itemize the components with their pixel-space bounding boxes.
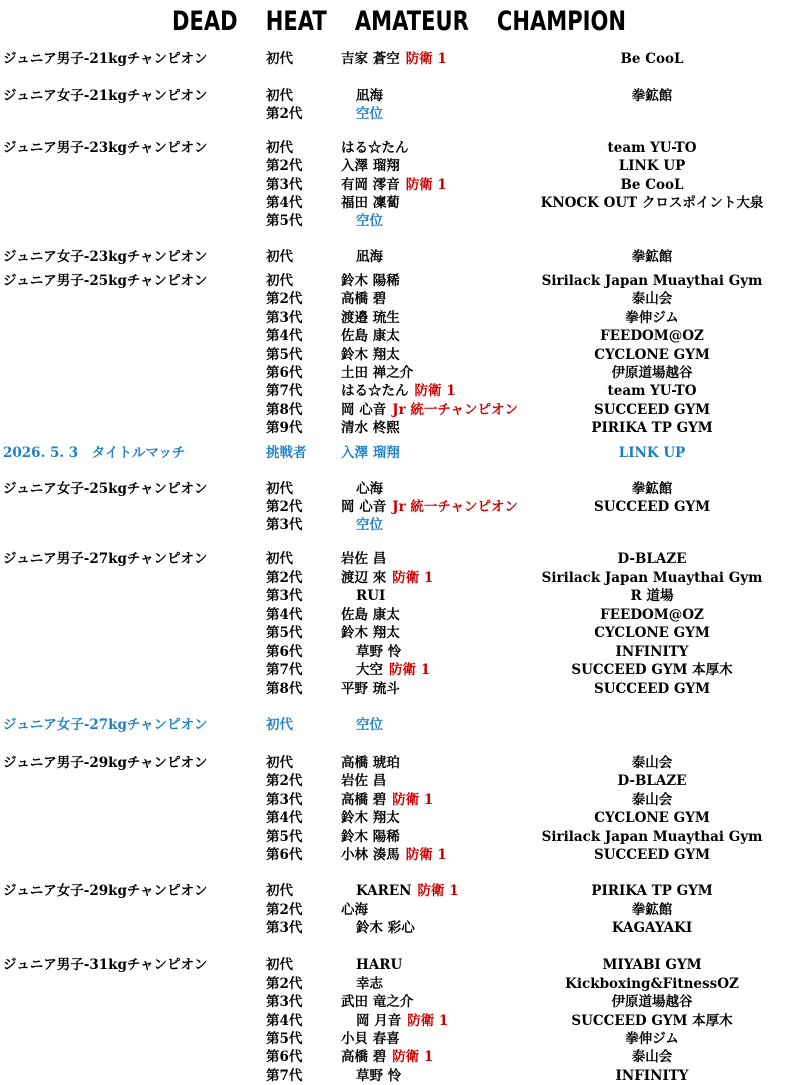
champion-cell [341,791,433,809]
champion-name: 鈴木 彩心 [356,920,415,936]
table-row [0,791,798,809]
table-row [0,419,798,437]
champion-name: 鈴木 翔太 [341,625,400,641]
category-label: ジュニア女子-27kgチャンピオン [3,717,208,733]
table-row [0,901,798,919]
champion-cell [356,87,383,105]
champion-cell [341,550,386,568]
gym-name: FEEDOM@OZ [600,328,704,344]
table-row [0,882,798,900]
gym-name: R 道場 [630,588,674,604]
champion-cell [341,327,400,345]
champion-name: 吉家 蒼空 [341,51,400,67]
table-row [0,1048,798,1066]
champion-cell [341,309,400,327]
champion-cell [341,444,400,462]
champion-name: 岡 心音 [341,499,387,515]
gym-name: team YU-TO [607,383,697,399]
champion-name: 高橋 碧 [341,792,387,808]
category-label: ジュニア女子-21kgチャンピオン [3,88,208,104]
generation-label: 第5代 [266,347,303,363]
table-row [0,661,798,679]
table-row [0,139,798,157]
table-row [0,480,798,498]
gym-name: CYCLONE GYM [594,810,710,826]
champion-name: 入澤 瑠翔 [341,445,400,461]
table-row [0,157,798,175]
generation-label: 第3代 [266,792,303,808]
gym-name: 伊原道場越谷 [611,994,693,1010]
defense-badge: 防衛 1 [405,177,447,193]
table-row [0,993,798,1011]
champion-name: 平野 琉斗 [341,681,400,697]
table-row [0,248,798,266]
champion-name: 土田 禅之介 [341,365,414,381]
champion-cell [356,716,383,734]
table-row [0,272,798,290]
champion-name: 小貝 春喜 [341,1031,400,1047]
gym-name: SUCCEED GYM [593,681,711,697]
title-word: HEAT [265,6,327,37]
gym-name: LINK UP [618,445,686,461]
generation-label: 第4代 [266,810,303,826]
champion-name: 鈴木 翔太 [341,810,400,826]
generation-label: 第8代 [266,402,303,418]
generation-label: 初代 [266,551,293,567]
generation-label: 第6代 [266,644,303,660]
generation-label: 第8代 [266,681,303,697]
champion-name: 入澤 瑠翔 [341,158,400,174]
champion-cell [356,248,383,266]
defense-badge: 防衛 1 [389,662,431,678]
champion-name: 高橋 碧 [341,1049,387,1065]
generation-label: 第2代 [266,291,303,307]
champion-name: はる☆たん [341,383,409,399]
champion-name: 凪海 [356,88,383,104]
gym-name: Be CooL [620,51,684,67]
generation-label: 初代 [266,883,293,899]
champion-name: 草野 怜 [356,1068,402,1084]
gym-name: 拳鉱館 [631,249,673,265]
gym-name: 泰山会 [631,291,673,307]
champion-cell [356,105,383,123]
champion-name: 草野 怜 [356,644,402,660]
category-label: 2026. 5. 3 タイトルマッチ [3,445,186,461]
gym-name: 泰山会 [631,755,673,771]
champion-name: 鈴木 翔太 [341,347,400,363]
champion-cell [341,606,400,624]
gym-name: CYCLONE GYM [594,625,710,641]
generation-label: 第5代 [266,625,303,641]
gym-name: Sirilack Japan Muaythai Gym [541,829,763,845]
table-row [0,346,798,364]
champion-name: 鈴木 陽稀 [341,829,400,845]
gym-name: MIYABI GYM [602,957,702,973]
table-row [0,680,798,698]
champion-name: 岩佐 昌 [341,551,387,567]
champion-name: KAREN [356,883,412,899]
champion-cell [356,516,383,534]
champion-name: 凪海 [356,249,383,265]
generation-label: 初代 [266,140,293,156]
champion-name: 渡辺 來 [341,570,387,586]
generation-label: 初代 [266,88,293,104]
champion-name: 高橋 碧 [341,291,387,307]
gym-name: 拳伸ジム [625,310,679,326]
champion-name: 小林 湊馬 [341,847,400,863]
champion-cell [356,480,383,498]
table-row [0,956,798,974]
defense-badge: 防衛 1 [407,1013,449,1029]
generation-label: 第7代 [266,662,303,678]
generation-label: 第3代 [266,588,303,604]
champion-name: 有岡 澪音 [341,177,400,193]
champion-cell [356,661,430,679]
gym-name: 泰山会 [631,1049,673,1065]
gym-name: Sirilack Japan Muaythai Gym [541,273,763,289]
champion-name: 佐島 康太 [341,328,400,344]
defense-badge: 防衛 1 [414,383,456,399]
title-word: DEAD [171,6,238,37]
champion-name: 岡 心音 [341,402,387,418]
page-title [88,6,710,37]
gym-name: SUCCEED GYM [593,402,711,418]
table-row [0,382,798,400]
gym-name: INFINITY [615,644,689,660]
gym-name: KNOCK OUT クロスポイント大泉 [540,195,764,211]
title-word: CHAMPION [496,6,627,37]
gym-name: KAGAYAKI [611,920,693,936]
champion-cell [341,1030,400,1048]
gym-name: 拳鉱館 [631,88,673,104]
generation-label: 第3代 [266,177,303,193]
champion-name: 大空 [356,662,383,678]
champion-cell [341,382,456,400]
champion-cell [341,498,518,516]
champion-cell [341,364,413,382]
gym-name: 拳鉱館 [631,902,673,918]
champion-cell [341,419,400,437]
generation-label: 挑戦者 [266,445,307,461]
champion-cell [341,828,400,846]
champion-cell [341,194,400,212]
generation-label: 第5代 [266,1031,303,1047]
defense-badge: 防衛 1 [417,883,459,899]
table-row [0,772,798,790]
champion-cell [341,272,400,290]
table-row [0,50,798,68]
generation-label: 第2代 [266,106,303,122]
champion-name: 空位 [356,106,383,122]
generation-label: 初代 [266,51,293,67]
generation-label: 初代 [266,957,293,973]
champion-name: 空位 [356,213,383,229]
generation-label: 第4代 [266,195,303,211]
champion-cell [341,754,400,772]
champion-cell [341,569,433,587]
category-label: ジュニア男子-21kgチャンピオン [3,51,208,67]
gym-name: D-BLAZE [617,551,687,567]
generation-label: 第2代 [266,499,303,515]
champion-name: RUI [356,588,386,604]
generation-label: 第3代 [266,310,303,326]
champion-cell [356,643,401,661]
category-label: ジュニア女子-29kgチャンピオン [3,883,208,899]
champion-name: 高橋 琥珀 [341,755,400,771]
category-label: ジュニア男子-23kgチャンピオン [3,140,208,156]
champion-name: 心海 [356,481,383,497]
table-row [0,550,798,568]
generation-label: 初代 [266,755,293,771]
champion-cell [356,956,402,974]
generation-label: 第4代 [266,328,303,344]
generation-label: 第4代 [266,607,303,623]
table-row [0,516,798,534]
gym-name: team YU-TO [607,140,697,156]
title-word: AMATEUR [354,6,469,37]
gym-name: SUCCEED GYM [593,847,711,863]
category-label: ジュニア女子-23kgチャンピオン [3,249,208,265]
generation-label: 第7代 [266,1068,303,1084]
table-row [0,1067,798,1085]
champion-cell [341,901,368,919]
champion-cell [356,1067,401,1085]
category-label: ジュニア男子-29kgチャンピオン [3,755,208,771]
generation-label: 第2代 [266,158,303,174]
champion-cell [341,809,400,827]
table-row [0,1030,798,1048]
generation-label: 初代 [266,249,293,265]
champion-cell [341,1048,433,1066]
table-row [0,444,798,462]
table-row [0,624,798,642]
champion-cell [341,50,447,68]
gym-name: 拳伸ジム [625,1031,679,1047]
champion-cell [341,624,400,642]
champion-name: 武田 竜之介 [341,994,414,1010]
gym-name: PIRIKA TP GYM [591,420,713,436]
table-row [0,290,798,308]
generation-label: 第4代 [266,1013,303,1029]
defense-badge: 防衛 1 [392,1049,434,1065]
gym-name: Kickboxing&FitnessOZ [565,976,739,992]
table-row [0,606,798,624]
defense-badge: 防衛 1 [392,570,434,586]
table-row [0,809,798,827]
champion-cell [341,772,386,790]
champion-cell [356,975,383,993]
gym-name: Sirilack Japan Muaythai Gym [541,570,763,586]
table-row [0,364,798,382]
category-label: ジュニア男子-25kgチャンピオン [3,273,208,289]
generation-label: 第9代 [266,420,303,436]
table-row [0,716,798,734]
champion-name: 清水 柊熙 [341,420,400,436]
champion-cell [356,587,385,605]
champion-name: 空位 [356,717,383,733]
category-label: ジュニア男子-31kgチャンピオン [3,957,208,973]
generation-label: 第6代 [266,1049,303,1065]
champion-cell [341,290,386,308]
table-row [0,401,798,419]
generation-label: 第3代 [266,994,303,1010]
generation-label: 第6代 [266,847,303,863]
champion-name: 岩佐 昌 [341,773,387,789]
table-row [0,828,798,846]
table-row [0,975,798,993]
champion-name: 福田 凜蔔 [341,195,400,211]
generation-label: 第6代 [266,365,303,381]
generation-label: 第5代 [266,829,303,845]
champion-cell [341,680,400,698]
gym-name: FEEDOM@OZ [600,607,704,623]
generation-label: 第2代 [266,902,303,918]
champion-cell [341,139,409,157]
table-row [0,643,798,661]
table-row [0,498,798,516]
gym-name: PIRIKA TP GYM [591,883,713,899]
table-row [0,212,798,230]
gym-name: SUCCEED GYM 本厚木 [571,1013,733,1029]
generation-label: 第3代 [266,517,303,533]
generation-label: 第3代 [266,920,303,936]
generation-label: 初代 [266,481,293,497]
generation-label: 第2代 [266,773,303,789]
champion-cell [356,212,383,230]
gym-name: D-BLAZE [617,773,687,789]
defense-badge: 防衛 1 [405,51,447,67]
table-row [0,569,798,587]
table-row [0,587,798,605]
champion-name: はる☆たん [341,140,409,156]
category-label: ジュニア女子-25kgチャンピオン [3,481,208,497]
gym-name: 泰山会 [631,792,673,808]
generation-label: 第2代 [266,570,303,586]
generation-label: 第5代 [266,213,303,229]
champion-name: 渡邉 琉生 [341,310,400,326]
defense-badge: Jr 統一チャンピオン [392,402,518,418]
generation-label: 初代 [266,273,293,289]
champion-cell [341,401,518,419]
generation-label: 初代 [266,717,293,733]
champion-name: 鈴木 陽稀 [341,273,400,289]
gym-name: SUCCEED GYM [593,499,711,515]
defense-badge: 防衛 1 [405,847,447,863]
gym-name: 拳鉱館 [631,481,673,497]
table-row [0,194,798,212]
table-row [0,846,798,864]
gym-name: CYCLONE GYM [594,347,710,363]
champion-cell [356,1012,448,1030]
champion-cell [341,346,400,364]
generation-label: 第7代 [266,383,303,399]
table-row [0,919,798,937]
champion-name: HARU [356,957,403,973]
champion-name: 岡 月音 [356,1013,402,1029]
champion-name: 心海 [341,902,368,918]
table-row [0,327,798,345]
table-row [0,176,798,194]
table-row [0,87,798,105]
defense-badge: Jr 統一チャンピオン [392,499,518,515]
gym-name: LINK UP [618,158,686,174]
table-row [0,105,798,123]
table-row [0,1012,798,1030]
champion-cell [341,176,447,194]
gym-name: Be CooL [620,177,684,193]
category-label: ジュニア男子-27kgチャンピオン [3,551,208,567]
defense-badge: 防衛 1 [392,792,434,808]
table-row [0,754,798,772]
gym-name: 伊原道場越谷 [611,365,693,381]
champion-cell [341,846,447,864]
champion-cell [341,157,400,175]
gym-name: INFINITY [615,1068,689,1084]
champion-name: 幸志 [356,976,383,992]
champion-name: 空位 [356,517,383,533]
champion-name: 佐島 康太 [341,607,400,623]
table-row [0,309,798,327]
champion-cell [356,919,415,937]
champion-cell [356,882,459,900]
generation-label: 第2代 [266,976,303,992]
gym-name: SUCCEED GYM 本厚木 [571,662,733,678]
champion-cell [341,993,413,1011]
